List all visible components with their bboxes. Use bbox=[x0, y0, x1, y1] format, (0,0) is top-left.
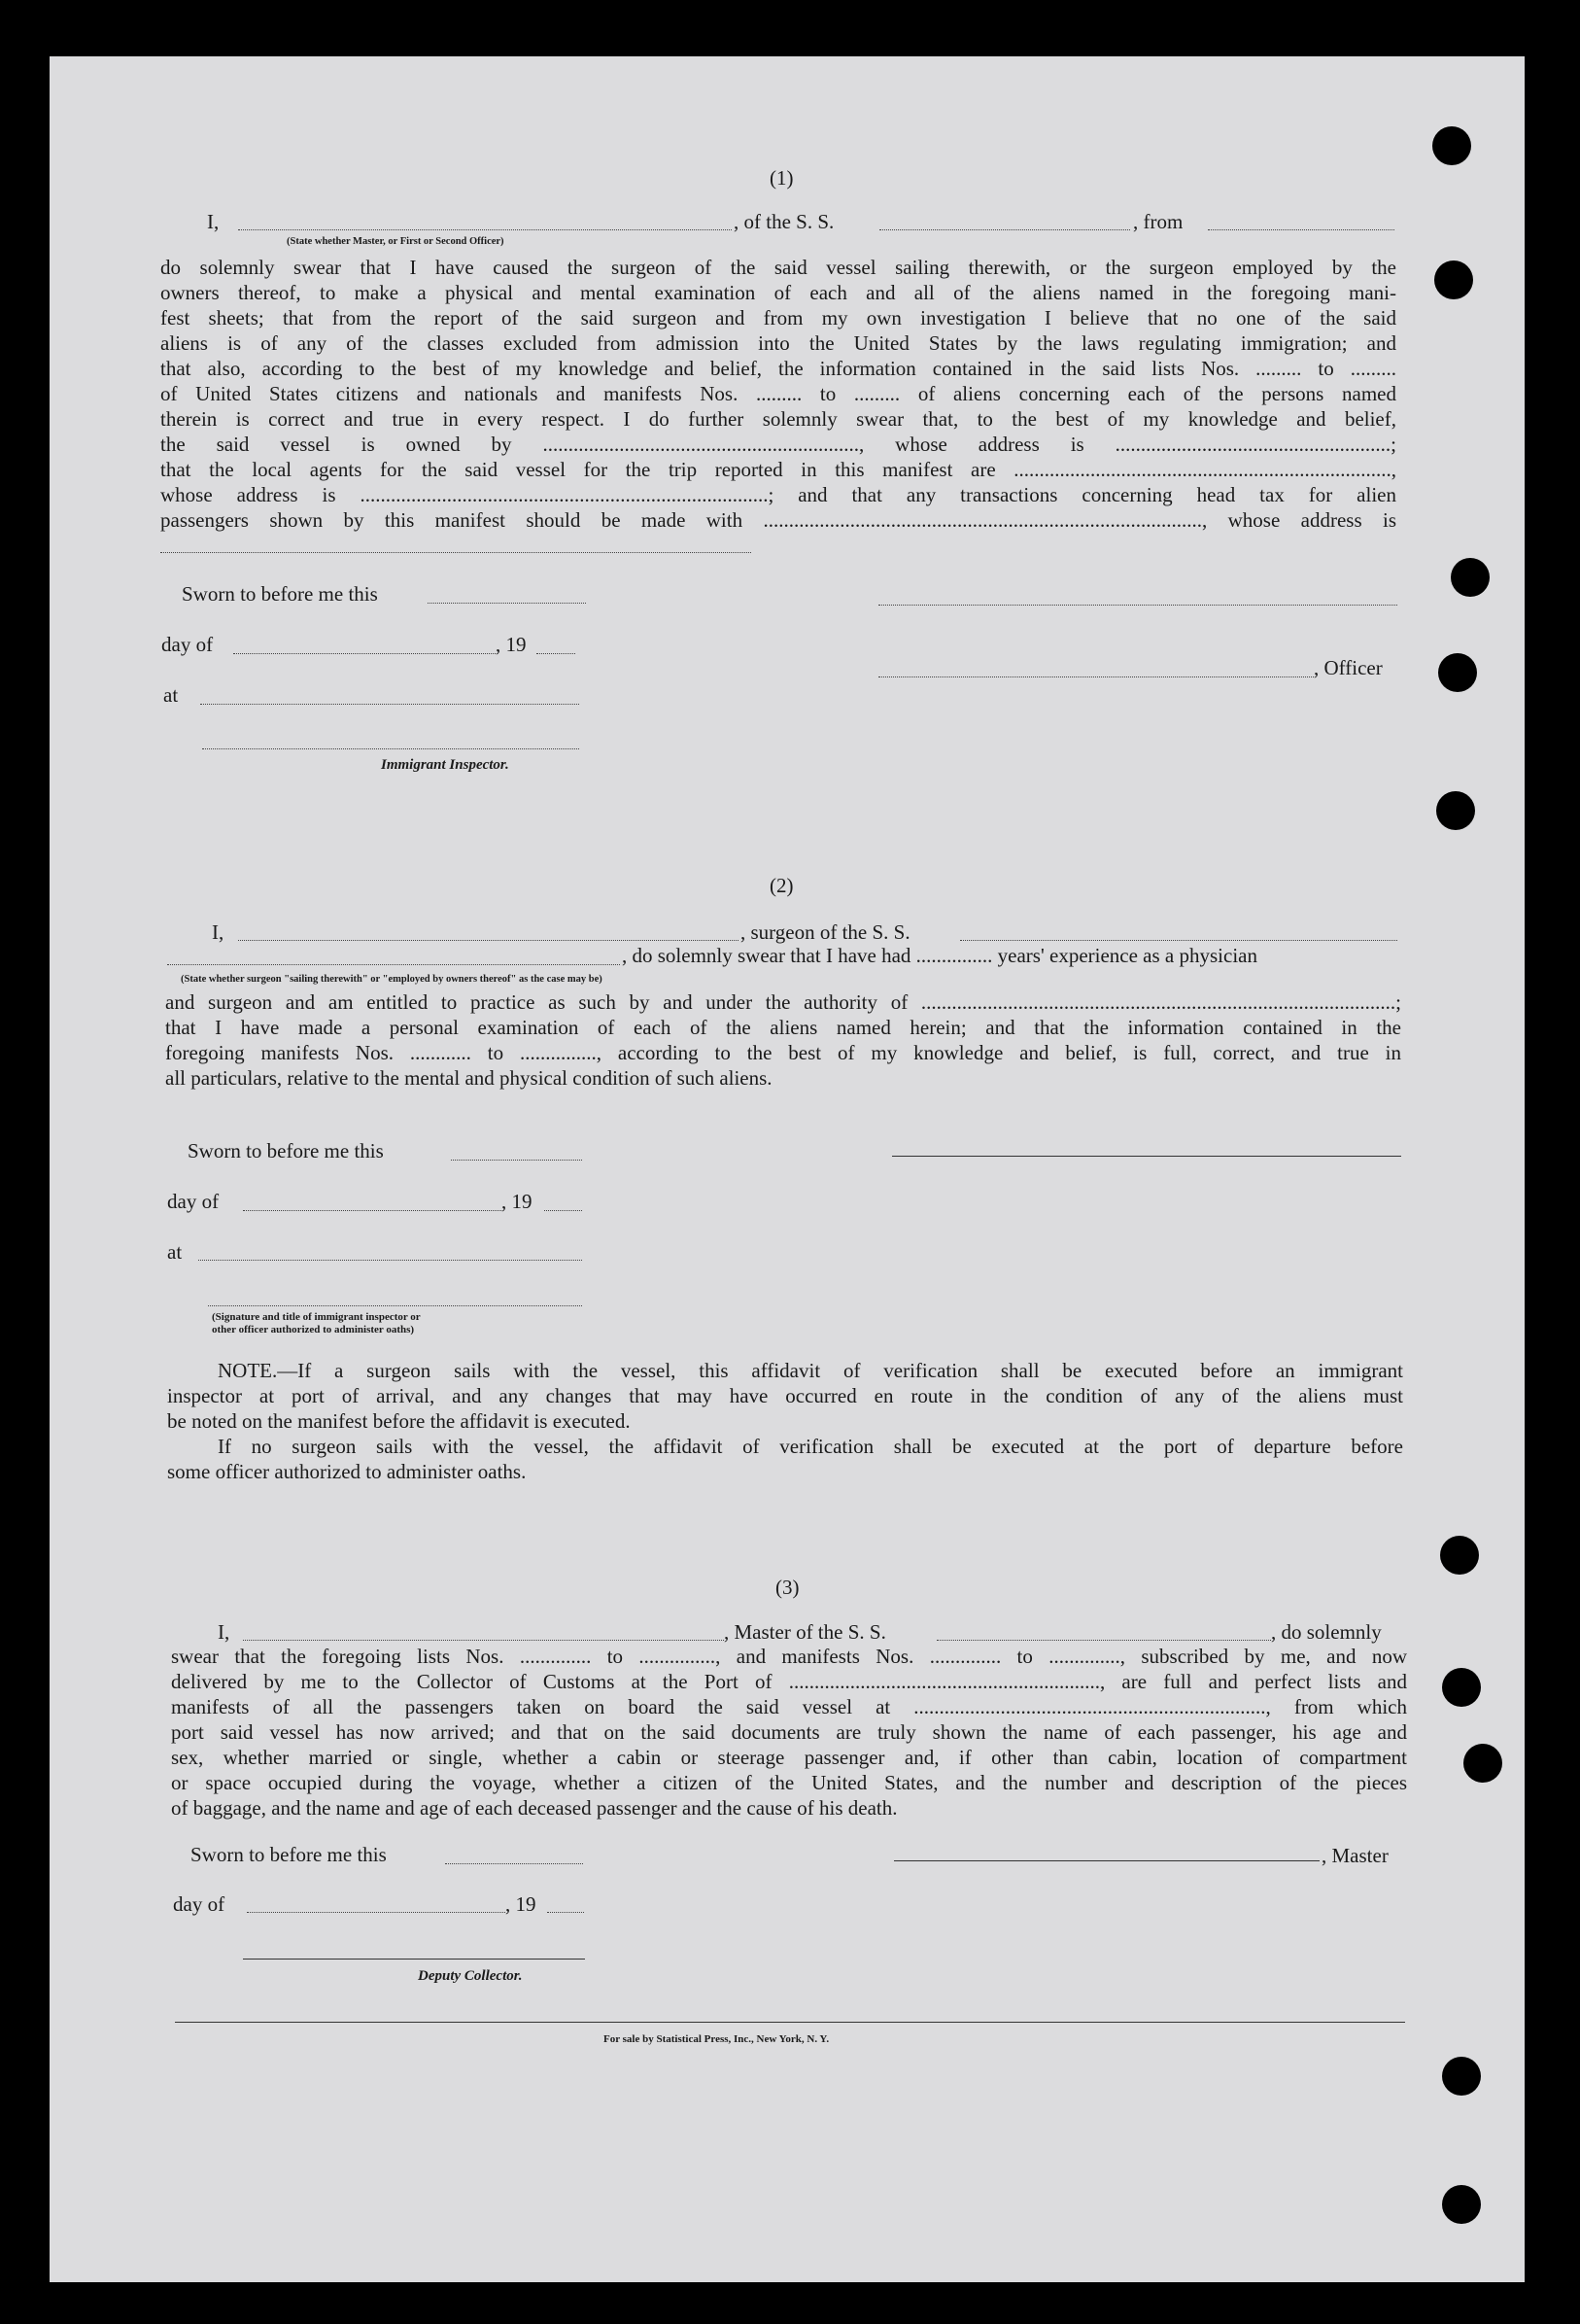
oath-paragraph-3: swear that the foregoing lists Nos. .............. to ..............., and manifests Nos. .............. to .............., subscribed by me, and now delivered by me to the Collector of Customs at the Port of ............................................................., are full and perfect lists and manifests of all the passengers taken on board the said vessel at ....................................................................., from which port said vessel has now arrived; and that on the said documents are truly shown the name of each passenger, his age and sex, whether married or single, whether a cabin or steerage passenger and, if other than cabin, location of compartment or space occupied during the voyage, whether a citizen of the United States, and the number and description of the pieces of baggage, and the name and age of each deceased passenger and the cause of his death. bbox=[171, 1645, 1407, 1820]
punch-hole bbox=[1436, 791, 1475, 830]
punch-hole bbox=[1440, 1536, 1479, 1575]
section-number: (1) bbox=[770, 166, 794, 190]
footer-rule bbox=[175, 2022, 1405, 2023]
year-label: , 19 bbox=[496, 633, 527, 656]
section-number: (3) bbox=[775, 1576, 800, 1599]
signature-caption-1: (Signature and title of immigrant inspector or bbox=[212, 1311, 421, 1323]
master-declarant-label: I, bbox=[218, 1620, 230, 1644]
surgeon-signature-line bbox=[892, 1156, 1401, 1157]
punch-hole bbox=[1434, 260, 1473, 299]
vessel-label: , of the S. S. bbox=[734, 210, 835, 233]
year-blank bbox=[547, 1912, 584, 1913]
sworn-blank bbox=[428, 603, 586, 604]
inspector-signature-line bbox=[202, 748, 579, 749]
at-label: at bbox=[167, 1240, 183, 1264]
officer-title: , Officer bbox=[1314, 656, 1383, 679]
day-blank bbox=[243, 1210, 501, 1211]
master-vessel-blank bbox=[937, 1640, 1271, 1641]
signature-caption-2: other officer authorized to administer oaths) bbox=[212, 1324, 415, 1335]
vessel-blank bbox=[879, 229, 1130, 230]
officer-signature-line bbox=[878, 676, 1314, 677]
master-signature-line bbox=[894, 1860, 1320, 1861]
surgeon-declarant-label: I, bbox=[212, 920, 224, 944]
punch-hole bbox=[1442, 2057, 1481, 2096]
address-blank bbox=[160, 552, 751, 553]
surgeon-of-label: , surgeon of the S. S. bbox=[740, 920, 910, 944]
note-paragraph: NOTE.—If a surgeon sails with the vessel, this affidavit of verification shall be executed before an immigrant inspector at port of arrival, and any changes that may have occurred en route in the condition of any of the aliens must be noted on the manifest before the affidavit is executed. If no surgeon sails with the vessel, the affidavit of verification shall be executed at the port of departure before some officer authorized to administer oaths. bbox=[167, 1359, 1403, 1483]
surgeon-vessel-blank bbox=[960, 940, 1397, 941]
sworn-label: Sworn to before me this bbox=[182, 582, 378, 606]
at-blank bbox=[200, 704, 579, 705]
surgeon-caption: (State whether surgeon "sailing therewith" or "employed by owners thereof" as the case may be) bbox=[181, 974, 602, 985]
year-label: , 19 bbox=[501, 1190, 532, 1213]
surgeon-type-blank bbox=[167, 964, 620, 965]
officer-line-1 bbox=[878, 605, 1397, 606]
oath-paragraph-2: and surgeon and am entitled to practice as such by and under the authority of .............................................................................................; that I have made a personal examination of each of the aliens named herein; and that the information contained in the foregoing manifests Nos. ............ to ..............., according to the best of my knowledge and belief, is full, correct, and true in all particulars, relative to the mental and physical condition of such aliens. bbox=[165, 990, 1401, 1090]
master-name-blank bbox=[243, 1640, 724, 1641]
oath-paragraph-1: do solemnly swear that I have caused the surgeon of the said vessel sailing therewith, or the surgeon employed by the owners thereof, to make a physical and mental examination of each and all of the aliens named in the foregoing mani- fest sheets; that from the report of the said surgeon and from my own investigation I believe that no one of the said aliens is of any of the classes excluded from admission into the United States by the laws regulating immigration; and that also, according to the best of my knowledge and belief, the information contained in the said lists Nos. ......... to ......... of United States citizens and nationals and manifests Nos. ......... to ......... of aliens concerning each of the persons named therein is correct and true in every respect. I do further solemnly swear that, to the best of my knowledge and belief, the said vessel is owned by .............................................................., whose address is ......................................................; that the local agents for the said vessel for the trip reported in this manifest are .........................................................................., whose address is ................................................................................; and that any transactions concerning head tax for alien passengers shown by this manifest should be made with ......................................................................................, whose address is bbox=[160, 256, 1396, 532]
deputy-title: Deputy Collector. bbox=[418, 1968, 523, 1984]
day-label: day of bbox=[167, 1190, 220, 1213]
sworn-label: Sworn to before me this bbox=[190, 1843, 387, 1866]
master-title: , Master bbox=[1322, 1844, 1389, 1867]
master-of-label: , Master of the S. S. bbox=[724, 1620, 886, 1644]
punch-hole bbox=[1463, 1744, 1502, 1783]
from-label: , from bbox=[1133, 210, 1184, 233]
at-blank bbox=[198, 1260, 582, 1261]
deputy-signature-line bbox=[243, 1959, 585, 1960]
experience-line: , do solemnly swear that I have had ............... years' experience as a physician bbox=[622, 944, 1257, 967]
day-blank bbox=[233, 653, 496, 654]
sworn-blank bbox=[451, 1160, 582, 1161]
sworn-blank bbox=[445, 1863, 583, 1864]
day-label: day of bbox=[173, 1892, 225, 1916]
surgeon-name-blank bbox=[238, 940, 738, 941]
officer-caption: (State whether Master, or First or Second Officer) bbox=[287, 236, 504, 247]
at-label: at bbox=[163, 683, 179, 707]
from-blank bbox=[1208, 229, 1394, 230]
punch-hole bbox=[1442, 1668, 1481, 1707]
year-blank bbox=[544, 1210, 582, 1211]
printer-imprint: For sale by Statistical Press, Inc., New York, N. Y. bbox=[603, 2033, 830, 2045]
authorized-signature-line bbox=[208, 1305, 582, 1306]
declarant-label: I, bbox=[207, 210, 220, 233]
punch-hole bbox=[1451, 558, 1490, 597]
inspector-title: Immigrant Inspector. bbox=[381, 757, 509, 773]
punch-hole bbox=[1438, 653, 1477, 692]
punch-hole bbox=[1432, 126, 1471, 165]
day-label: day of bbox=[161, 633, 214, 656]
do-solemnly-label: , do solemnly bbox=[1271, 1620, 1382, 1644]
punch-hole bbox=[1442, 2185, 1481, 2224]
sworn-label: Sworn to before me this bbox=[188, 1139, 384, 1162]
year-label: , 19 bbox=[505, 1892, 536, 1916]
year-blank bbox=[536, 653, 575, 654]
day-blank bbox=[247, 1912, 505, 1913]
section-number: (2) bbox=[770, 874, 794, 897]
